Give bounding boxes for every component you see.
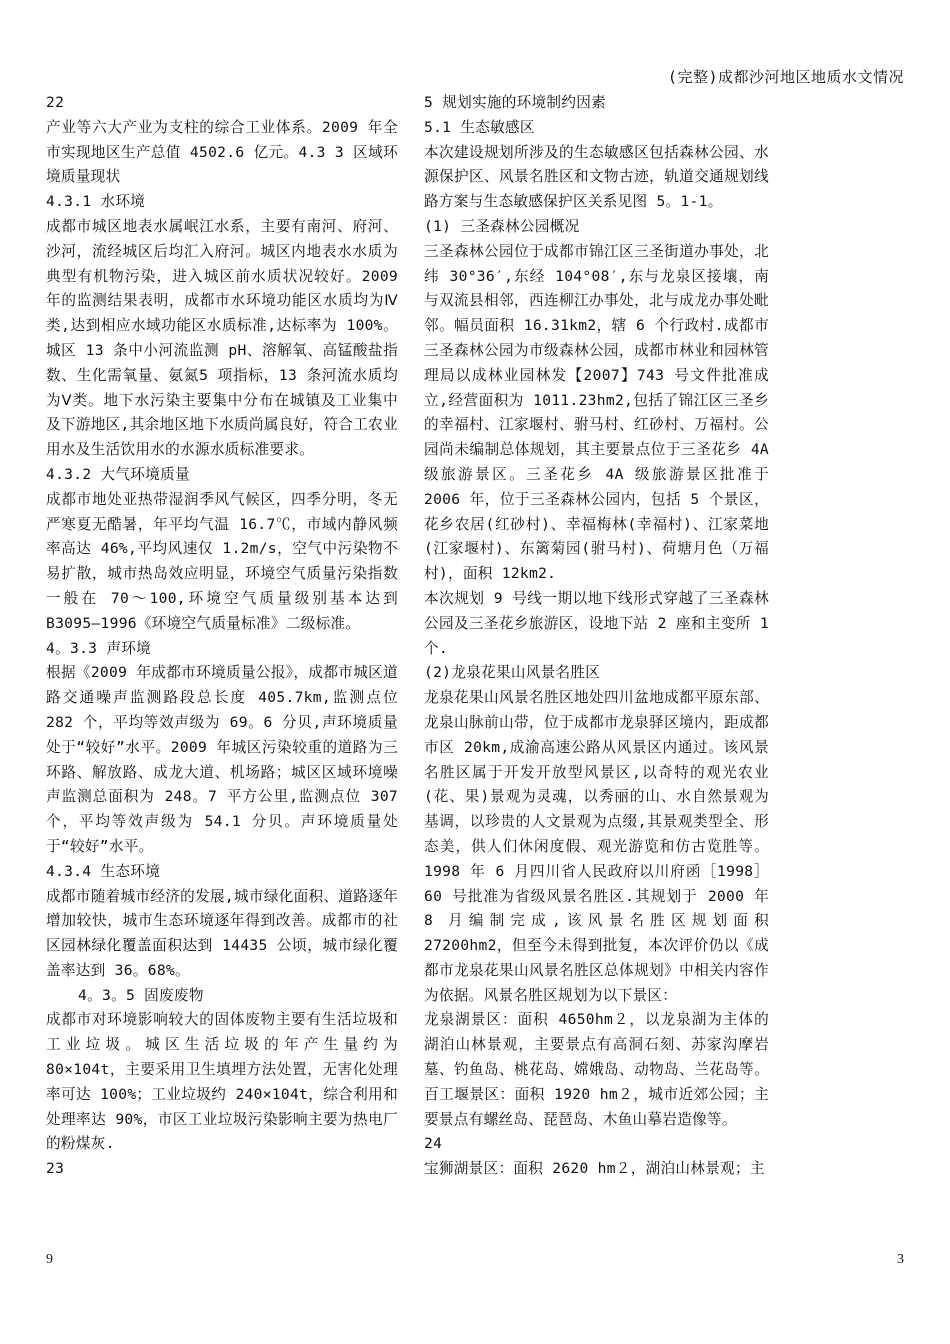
paragraph: 本次规划 9 号线一期以地下线形式穿越了三圣森林公园及三圣花乡旅游区，设地下站 2 座和主变所 1 个. [424,589,769,657]
right-text-column [424,91,769,1182]
paragraph: 宝狮湖景区：面积 2620 hm２，湖泊山林景观；主 [424,1160,765,1178]
paragraph: 成都市随着城市经济的发展,城市绿化面积、道路逐年增加较快，城市生态环境逐年得到改善。成都市的社区园林绿化覆盖面积达到 14435 公顷，城市绿化覆盖率达到 36。68%。 [46,887,398,979]
inline-page-number: 23 [46,1160,65,1178]
inline-page-number: 24 [424,1135,443,1153]
paragraph: 产业等六大产业为支柱的综合工业体系。2009 年全市实现地区生产总值 4502.6 亿元。4.3 3 区域环境质量现状 [46,118,398,186]
paragraph: 成都市地处亚热带湿润季风气候区，四季分明，冬无严寒夏无酷暑，年平均气温 16.7℃，市域内静风频率高达 46%,平均风速仅 1.2m/s，空气中污染物不易扩散，城市热岛效应明显，环境空气质量污染指数一般在 70～100,环境空气质量级别基本达到 B3095—1996《环境空气质量标准》二级标准。 [46,490,398,632]
section-heading: 5.1 生态敏感区 [424,118,535,136]
footer-page-number-left: 9 [46,1252,53,1267]
section-heading: 4.3.1 水环境 [46,193,146,211]
paragraph: 根据《2009 年成都市环境质量公报》，成都市城区道路交通噪声监测路段总长度 405.7km,监测点位 282 个，平均等效声级为 69。6 分贝,声环境质量处于“较好”水平。2009 年城区污染较重的道路为三环路、解放路、成龙大道、机场路；城区区域环境噪声监测总面积为 248。7 平方公里,监测点位 307 个，平均等效声级为 54.1 分贝。声环境质量处于“较好”水平。 [46,664,398,855]
paragraph: 三圣森林公园位于成都市锦江区三圣街道办事处，北纬 30°36′,东经 104°08′,东与龙泉区接壤，南与双流县相邻，西连柳江办事处，北与成龙办事处毗邻。幅员面积 16.31km2，辖 6 个行政村.成都市三圣森林公园为市级森林公园，成都市林业和园林管理局以成林业园林发【2007】743 号文件批准成立,经营面积为 1011.23hm2,包括了锦江区三圣乡的幸福村、江家堰村、驸马村、红砂村、万福村。公园尚未编制总体规划，其主要景点位于三圣花乡 4A 级旅游景区。三圣花乡 4A 级旅游景区批准于 2006 年，位于三圣森林公园内，包括 5 个景区，花乡农居(红砂村)、幸福梅林(幸福村)、江家菜地(江家堰村)、东篱菊园(驸马村)、荷塘月色（万福村)，面积 12km2. [424,242,769,583]
section-heading: 4。3.3 声环境 [46,639,152,657]
section-heading: 4.3.2 大气环境质量 [46,465,190,483]
left-text-column [46,91,398,1182]
section-heading: (2)龙泉花果山风景名胜区 [424,664,601,682]
paragraph: 龙泉花果山风景名胜区地处四川盆地成都平原东部、龙泉山脉前山带，位于成都市龙泉驿区境内，距成都市区 20km,成渝高速公路从风景区内通过。该风景名胜区属于开发开放型风景区,以奇特的观光农业(花、果)景观为灵魂，以秀丽的山、水自然景观为基调，以珍贵的人文景观为点缀,其景观类型全、形态美，供人们休闲度假、观光游览和仿古览胜等。1998 年 6 月四川省人民政府以川府函［1998］60 号批准为省级风景名胜区.其规划于 2000 年 8 月编制完成,该风景名胜区规划面积 27200hm2，但至今未得到批复，本次评价仍以《成都市龙泉花果山风景名胜区总体规划》中相关内容作为依据。风景名胜区规划为以下景区： [424,689,769,1004]
section-heading: 4。3。5 固废废物 [78,986,204,1004]
paragraph: 成都市对环境影响较大的固体废物主要有生活垃圾和工业垃圾。城区生活垃圾的年产生量约为 80×104t，主要采用卫生填埋方法处置，无害化处理率可达 100%；工业垃圾约 240×104t，综合利用和处理率达 90%，市区工业垃圾污染影响主要为热电厂的粉煤灰. [46,1011,398,1153]
footer-page-number-right: 3 [897,1252,904,1267]
section-heading: (1) 三圣森林公园概况 [424,217,580,235]
paragraph: 成都市城区地表水属岷江水系，主要有南河、府河、沙河，流经城区后均汇入府河。城区内地表水水质为典型有机物污染，进入城区前水质状况较好。2009 年的监测结果表明，成都市水环境功能区水质均为Ⅳ类,达到相应水域功能区水质标准,达标率为 100%。城区 13 条中小河流监测 pH、溶解氧、高锰酸盐指数、生化需氧量、氨氮5 项指标，13 条河流水质均为Ⅴ类。地下水污染主要集中分布在城镇及工业集中及下游地区,其余地区地下水质尚属良好，符合工农业用水及生活饮用水的水源水质标准要求。 [46,217,398,459]
section-heading: 4.3.4 生态环境 [46,862,161,880]
paragraph: 龙泉湖景区：面积 4650hm２，以龙泉湖为主体的湖泊山林景观，主要景点有高洞石刻、苏家沟摩岩墓、钓鱼岛、桃花岛、嫦娥岛、动物岛、兰花岛等。百工堰景区：面积 1920 hm２，城市近郊公园；主要景点有螺丝岛、琵琶岛、木鱼山摹岩造像等。 [424,1011,769,1128]
section-heading: 5 规划实施的环境制约因素 [424,94,607,111]
paragraph: 本次建设规划所涉及的生态敏感区包括森林公园、水源保护区、风景名胜区和文物古迹，轨道交通规划线路方案与生态敏感保护区关系见图 5。1-1。 [424,143,769,211]
inline-page-number: 22 [46,94,65,111]
document-header-title: (完整)成都沙河地区地质水文情况 [667,68,904,86]
